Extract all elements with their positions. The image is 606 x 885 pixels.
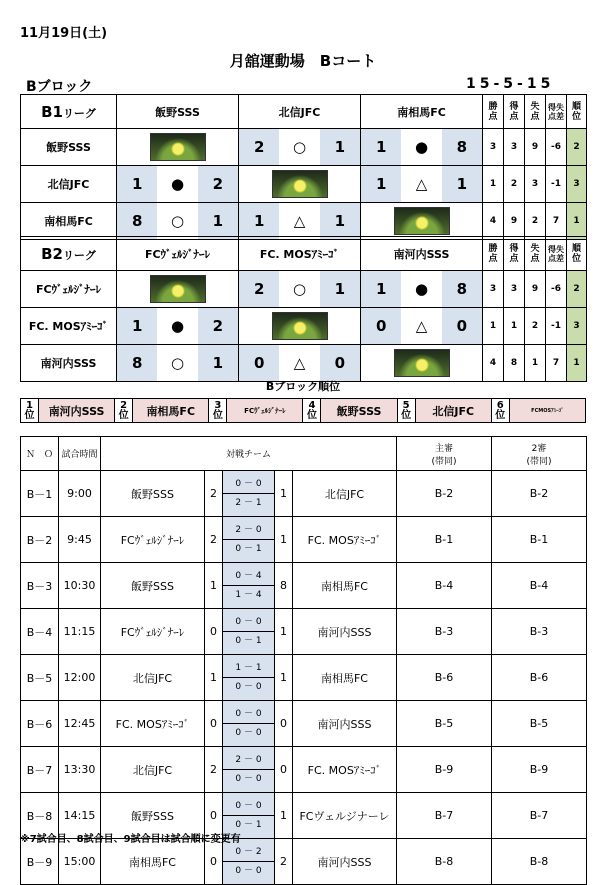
home-team: 北信JFC <box>101 655 205 701</box>
col-no: Ｎ Ｏ <box>21 437 59 471</box>
match-number: B－5 <box>21 655 59 701</box>
row-team-name: 北信JFC <box>21 166 117 203</box>
stat-rank: 3 <box>567 308 587 345</box>
first-half-score: 0 － 0 <box>235 801 262 811</box>
away-team: 南河内SSS <box>293 839 397 885</box>
home-score: 0 <box>205 793 223 839</box>
referee-main: B-9 <box>397 747 492 793</box>
rank-position: 3 位 <box>209 399 227 423</box>
col-rank: 順 位 <box>567 95 587 129</box>
first-half-score: 2 － 0 <box>235 755 262 765</box>
score-against: 0 <box>442 308 482 344</box>
referee-second: B-7 <box>492 793 587 839</box>
half-scores <box>223 609 275 655</box>
away-score: 1 <box>275 609 293 655</box>
score-for: 1 <box>117 308 157 344</box>
match-row <box>21 747 587 793</box>
self-match-image <box>239 308 361 345</box>
away-team: 南相馬FC <box>293 563 397 609</box>
self-match-image <box>239 166 361 203</box>
league-row <box>21 203 587 240</box>
score-against: 1 <box>320 271 360 307</box>
result-mark: ○ <box>279 271 319 307</box>
referee-main: B-1 <box>397 517 492 563</box>
soccer-ball-image <box>394 207 450 235</box>
col-goals-for: 得 点 <box>504 95 525 129</box>
home-score: 0 <box>205 701 223 747</box>
match-row <box>21 563 587 609</box>
match-row <box>21 839 587 885</box>
rank-team: 北信JFC <box>415 399 491 423</box>
match-row <box>21 655 587 701</box>
match-row <box>21 609 587 655</box>
stat-goal-diff: -6 <box>546 271 567 308</box>
rank-position: 4 位 <box>303 399 321 423</box>
col-goals-against: 失 点 <box>525 237 546 271</box>
first-half-score: 1 － 1 <box>235 663 262 673</box>
page-title: 月舘運動場 Bコート <box>229 52 377 70</box>
away-score: 0 <box>275 701 293 747</box>
score-against: 8 <box>442 129 482 165</box>
stat-rank: 2 <box>567 271 587 308</box>
self-match-image <box>361 203 483 240</box>
stat-goals-against: 9 <box>525 129 546 166</box>
result-mark: △ <box>401 308 441 344</box>
row-team-name: FCｳﾞｪﾙｼﾞﾅｰﾚ <box>21 271 117 308</box>
soccer-ball-image <box>150 275 206 303</box>
home-team: FCｳﾞｪﾙｼﾞﾅｰﾚ <box>101 517 205 563</box>
home-team: 飯野SSS <box>101 563 205 609</box>
stat-goal-diff: -6 <box>546 129 567 166</box>
referee-main: B-6 <box>397 655 492 701</box>
col-team: FCｳﾞｪﾙｼﾞﾅｰﾚ <box>117 237 239 271</box>
stat-goals-against: 9 <box>525 271 546 308</box>
match-number: B－3 <box>21 563 59 609</box>
half-scores <box>223 655 275 701</box>
col-team: 南相馬FC <box>361 95 483 129</box>
stat-goals-for: 8 <box>504 345 525 382</box>
home-team: FCｳﾞｪﾙｼﾞﾅｰﾚ <box>101 609 205 655</box>
away-team: FC. MOSｱﾐｰｺﾞ <box>293 517 397 563</box>
match-result-cell <box>117 308 239 345</box>
second-half-score: 0 － 0 <box>223 677 274 696</box>
score-for: 2 <box>239 271 279 307</box>
rank-team: 南相馬FC <box>133 399 209 423</box>
away-score: 1 <box>275 793 293 839</box>
league-row <box>21 129 587 166</box>
row-team-name: 南河内SSS <box>21 345 117 382</box>
ranking-table <box>20 398 586 423</box>
result-mark: ● <box>401 129 441 165</box>
first-half-score: 0 － 0 <box>235 709 262 719</box>
half-scores <box>223 471 275 517</box>
home-team: 飯野SSS <box>101 793 205 839</box>
match-number: B－6 <box>21 701 59 747</box>
away-team: 南河内SSS <box>293 701 397 747</box>
home-team: FC. MOSｱﾐｰｺﾞ <box>101 701 205 747</box>
col-referee-second: 2審 (帯同) <box>492 437 587 471</box>
match-time: 9:00 <box>59 471 101 517</box>
second-half-score: 0 － 1 <box>223 815 274 834</box>
stat-points: 3 <box>483 129 504 166</box>
match-result-cell <box>117 203 239 240</box>
stat-goal-diff: 7 <box>546 345 567 382</box>
rank-position: 6 位 <box>491 399 509 423</box>
col-points: 勝 点 <box>483 237 504 271</box>
referee-second: B-8 <box>492 839 587 885</box>
referee-second: B-9 <box>492 747 587 793</box>
away-score: 8 <box>275 563 293 609</box>
ranking-title: Bブロック順位 <box>265 380 341 393</box>
score-for: 2 <box>239 129 279 165</box>
score-for: 8 <box>117 203 157 239</box>
referee-main: B-3 <box>397 609 492 655</box>
stat-points: 1 <box>483 308 504 345</box>
match-number: B－1 <box>21 471 59 517</box>
away-team: FCヴェルジナーレ <box>293 793 397 839</box>
rank-team: 飯野SSS <box>321 399 397 423</box>
match-result-cell <box>239 271 361 308</box>
away-score: 1 <box>275 655 293 701</box>
referee-main: B-8 <box>397 839 492 885</box>
match-time: 10:30 <box>59 563 101 609</box>
match-result-cell <box>239 345 361 382</box>
result-mark: ○ <box>157 203 197 239</box>
stat-goal-diff: -1 <box>546 166 567 203</box>
stat-goals-against: 2 <box>525 203 546 240</box>
col-goal-diff: 得失 点差 <box>546 95 567 129</box>
league-row <box>21 166 587 203</box>
first-half-score: 0 － 4 <box>235 571 262 581</box>
stat-goals-against: 3 <box>525 166 546 203</box>
second-half-score: 2 － 1 <box>223 493 274 512</box>
row-team-name: FC. MOSｱﾐｰｺﾞ <box>21 308 117 345</box>
match-number: B－8 <box>21 793 59 839</box>
stat-goals-for: 2 <box>504 166 525 203</box>
soccer-ball-image <box>394 349 450 377</box>
league-row <box>21 345 587 382</box>
result-mark: △ <box>279 203 319 239</box>
score-against: 2 <box>198 308 238 344</box>
score-for: 1 <box>239 203 279 239</box>
match-result-cell <box>239 129 361 166</box>
half-scores <box>223 563 275 609</box>
rank-position: 2 位 <box>115 399 133 423</box>
col-rank: 順 位 <box>567 237 587 271</box>
referee-second: B-5 <box>492 701 587 747</box>
match-time: 14:15 <box>59 793 101 839</box>
home-score: 0 <box>205 609 223 655</box>
col-team: 南河内SSS <box>361 237 483 271</box>
stat-points: 3 <box>483 271 504 308</box>
soccer-ball-image <box>272 170 328 198</box>
score-for: 1 <box>361 271 401 307</box>
score-for: 8 <box>117 345 157 381</box>
col-goal-diff: 得失 点差 <box>546 237 567 271</box>
home-score: 1 <box>205 655 223 701</box>
score-for: 1 <box>361 166 401 202</box>
col-match: 対戦チーム <box>101 437 397 471</box>
first-half-score: 0 － 0 <box>235 617 262 627</box>
result-mark: ● <box>157 308 197 344</box>
match-number: B－4 <box>21 609 59 655</box>
match-result-cell <box>117 166 239 203</box>
second-half-score: 0 － 0 <box>223 861 274 880</box>
second-half-score: 0 － 1 <box>223 631 274 650</box>
home-score: 2 <box>205 747 223 793</box>
col-goals-for: 得 点 <box>504 237 525 271</box>
match-time: 12:45 <box>59 701 101 747</box>
score-against: 0 <box>320 345 360 381</box>
league-table-b2 <box>20 236 587 382</box>
stat-rank: 2 <box>567 129 587 166</box>
rank-team: 南河内SSS <box>39 399 115 423</box>
col-team: 北信JFC <box>239 95 361 129</box>
rank-team: FCMOSｱﾐｰｺﾞ <box>509 399 585 423</box>
stat-points: 1 <box>483 166 504 203</box>
result-mark: △ <box>279 345 319 381</box>
half-scores <box>223 839 275 885</box>
block-label: Bブロック <box>26 79 93 95</box>
self-match-image <box>361 345 483 382</box>
col-team: 飯野SSS <box>117 95 239 129</box>
home-team: 南相馬FC <box>101 839 205 885</box>
stat-goals-against: 1 <box>525 345 546 382</box>
score-for: 0 <box>361 308 401 344</box>
match-time: 9:45 <box>59 517 101 563</box>
stat-goals-for: 9 <box>504 203 525 240</box>
schedule-note: ※7試合目、8試合目、9試合目は試合順に変更有 <box>20 834 241 845</box>
half-scores <box>223 517 275 563</box>
referee-main: B-2 <box>397 471 492 517</box>
home-score: 2 <box>205 517 223 563</box>
rank-position: 5 位 <box>397 399 415 423</box>
schedule-table <box>20 436 587 885</box>
result-mark: ● <box>157 166 197 202</box>
col-team: FC. MOSｱﾐｰｺﾞ <box>239 237 361 271</box>
col-time: 試合時間 <box>59 437 101 471</box>
stat-goals-for: 3 <box>504 129 525 166</box>
match-number: B－7 <box>21 747 59 793</box>
away-team: 南河内SSS <box>293 609 397 655</box>
referee-main: B-5 <box>397 701 492 747</box>
home-score: 2 <box>205 471 223 517</box>
half-scores <box>223 701 275 747</box>
match-time: 15:00 <box>59 839 101 885</box>
result-mark: △ <box>401 166 441 202</box>
match-time: 11:15 <box>59 609 101 655</box>
result-mark: ● <box>401 271 441 307</box>
score-against: 1 <box>198 345 238 381</box>
match-result-cell <box>361 166 483 203</box>
score-against: 2 <box>198 166 238 202</box>
league-table-b1 <box>20 94 587 240</box>
row-team-name: 南相馬FC <box>21 203 117 240</box>
referee-second: B-1 <box>492 517 587 563</box>
second-half-score: 0 － 0 <box>223 769 274 788</box>
match-row <box>21 471 587 517</box>
rank-team: FCｳﾞｪﾙｼﾞﾅｰﾚ <box>227 399 303 423</box>
match-result-cell <box>361 271 483 308</box>
score-against: 1 <box>320 129 360 165</box>
score-for: 0 <box>239 345 279 381</box>
stat-rank: 3 <box>567 166 587 203</box>
stat-goal-diff: 7 <box>546 203 567 240</box>
stat-rank: 1 <box>567 203 587 240</box>
soccer-ball-image <box>272 312 328 340</box>
col-points: 勝 点 <box>483 95 504 129</box>
first-half-score: 0 － 2 <box>235 847 262 857</box>
match-number: B－9 <box>21 839 59 885</box>
league-name: B2リーグ <box>21 237 117 271</box>
league-row <box>21 271 587 308</box>
score-against: 1 <box>442 166 482 202</box>
away-team: 北信JFC <box>293 471 397 517</box>
self-match-image <box>117 271 239 308</box>
match-time: 13:30 <box>59 747 101 793</box>
half-scores <box>223 747 275 793</box>
away-team: FC. MOSｱﾐｰｺﾞ <box>293 747 397 793</box>
referee-main: B-4 <box>397 563 492 609</box>
soccer-ball-image <box>150 133 206 161</box>
first-half-score: 0 － 0 <box>235 479 262 489</box>
league-row <box>21 308 587 345</box>
score-against: 8 <box>442 271 482 307</box>
stat-rank: 1 <box>567 345 587 382</box>
result-mark: ○ <box>157 345 197 381</box>
stat-points: 4 <box>483 203 504 240</box>
first-half-score: 2 － 0 <box>235 525 262 535</box>
score-against: 1 <box>320 203 360 239</box>
stat-goals-against: 2 <box>525 308 546 345</box>
match-row <box>21 701 587 747</box>
col-goals-against: 失 点 <box>525 95 546 129</box>
col-referee-main: 主審 (帯同) <box>397 437 492 471</box>
block-date: 15-5-15 <box>466 76 555 92</box>
match-row <box>21 517 587 563</box>
away-team: 南相馬FC <box>293 655 397 701</box>
score-against: 1 <box>198 203 238 239</box>
stat-goals-for: 3 <box>504 271 525 308</box>
away-score: 2 <box>275 839 293 885</box>
home-team: 北信JFC <box>101 747 205 793</box>
referee-second: B-6 <box>492 655 587 701</box>
match-time: 12:00 <box>59 655 101 701</box>
referee-second: B-3 <box>492 609 587 655</box>
event-date: 11月19日(土) <box>20 26 108 41</box>
referee-second: B-2 <box>492 471 587 517</box>
result-mark: ○ <box>279 129 319 165</box>
match-result-cell <box>361 129 483 166</box>
away-score: 0 <box>275 747 293 793</box>
match-result-cell <box>239 203 361 240</box>
row-team-name: 飯野SSS <box>21 129 117 166</box>
referee-second: B-4 <box>492 563 587 609</box>
away-score: 1 <box>275 471 293 517</box>
stat-goals-for: 1 <box>504 308 525 345</box>
self-match-image <box>117 129 239 166</box>
second-half-score: 1 － 4 <box>223 585 274 604</box>
league-name: B1リーグ <box>21 95 117 129</box>
referee-main: B-7 <box>397 793 492 839</box>
score-for: 1 <box>117 166 157 202</box>
match-result-cell <box>361 308 483 345</box>
stat-points: 4 <box>483 345 504 382</box>
home-score: 1 <box>205 563 223 609</box>
match-number: B－2 <box>21 517 59 563</box>
second-half-score: 0 － 0 <box>223 723 274 742</box>
score-for: 1 <box>361 129 401 165</box>
home-team: 飯野SSS <box>101 471 205 517</box>
second-half-score: 0 － 1 <box>223 539 274 558</box>
match-result-cell <box>117 345 239 382</box>
home-score: 0 <box>205 839 223 885</box>
rank-position: 1 位 <box>21 399 39 423</box>
stat-goal-diff: -1 <box>546 308 567 345</box>
away-score: 1 <box>275 517 293 563</box>
